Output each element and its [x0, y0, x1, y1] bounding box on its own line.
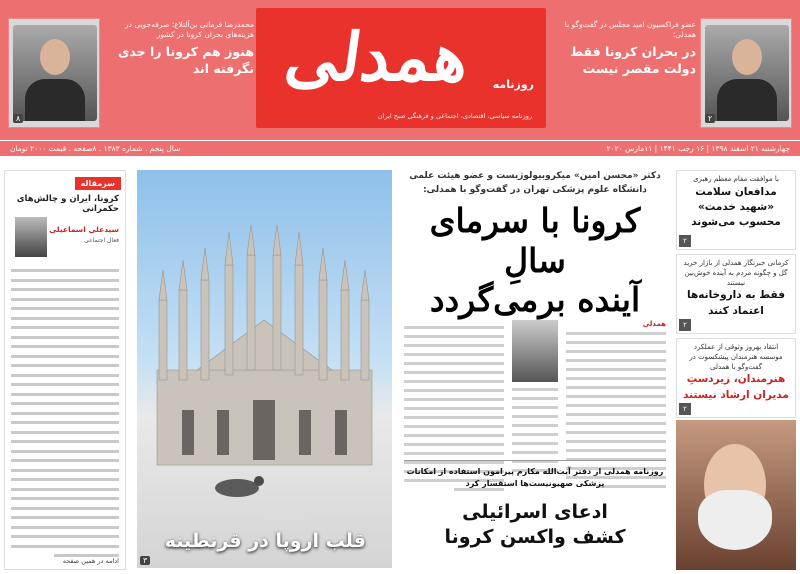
news-box-2-badge: ۲	[679, 319, 691, 331]
news-box-artists[interactable]	[676, 338, 796, 418]
interviewee-photo	[512, 320, 558, 382]
cathedral-illustration	[137, 170, 392, 568]
right-teaser-headline: در بحران کرونا فقط دولت مقصر نیست	[570, 44, 696, 77]
editorial-headline: کرونا، ایران و چالش‌های حکمرانی	[16, 194, 119, 214]
news-box-1-kicker: با موافقت مقام معظم رهبری	[693, 175, 779, 183]
right-teaser[interactable]	[546, 20, 696, 78]
second-story-headline[interactable]	[404, 500, 666, 549]
photo-caption: قلب اروپا در قرنطینه	[164, 530, 366, 552]
logo-subtitle: روزنامه سیاسی، اقتصادی، اجتماعی و فرهنگی صبح ایران	[377, 112, 532, 120]
news-box-3-kicker: انتقاد بهروز وثوقی از عملکرد موسسه هنرمندان پیشکسوت در گفت‌وگو با همدلی	[689, 343, 783, 371]
lead-headline-line2: آینده برمی‌گردد	[429, 280, 641, 320]
left-teaser-kicker: محمدرضا فرمانی بن‌آلتلاع؛ صرفه‌جویی در هزینه‌های بحران کرونا در کشور	[125, 20, 254, 40]
left-teaser-headline: هنوز هم کرونا را جدی نگرفته اند	[117, 44, 254, 77]
right-news-column	[676, 170, 796, 570]
right-teaser-kicker: عضو فراکسیون امید مجلس در گفت‌وگو با همدلی؛	[564, 20, 696, 40]
lead-kicker: دکتر «محسن امین» میکروبیولوژیست و عضو هیئت علمی دانشگاه علوم پزشکی تهران در گفت‌وگو با همدلی:	[409, 171, 661, 195]
editorial-column[interactable]	[4, 170, 126, 570]
dateline	[0, 140, 800, 156]
logo-prefix: روزنامه	[492, 78, 534, 91]
author-name: سیدعلی اسماعیلی	[49, 225, 119, 234]
issue-info: سال پنجم . شماره ۱۳۸۳ . ۸صفحه . قیمت ۲۰۰۰ تومان	[10, 144, 181, 153]
second-headline-line2: کشف واکسن کرونا	[444, 525, 626, 548]
left-teaser[interactable]	[104, 20, 254, 78]
pigeon-icon	[215, 479, 259, 497]
lead-story[interactable]	[404, 170, 666, 570]
photo-location: ایتالیا، میلان	[264, 512, 308, 522]
right-teaser-portrait	[705, 25, 789, 121]
news-box-pharmacies[interactable]	[676, 254, 796, 334]
news-box-martyrs[interactable]	[676, 170, 796, 250]
section-divider	[404, 460, 666, 461]
lead-byline: همدلی	[642, 320, 666, 328]
left-teaser-portrait	[13, 25, 97, 121]
news-box-2-kicker: کرمانی خبرنگار همدلی از بازار خرید گل و چگونه مردم به آینده خوش‌بین نیستند	[683, 259, 789, 287]
lead-body-middle	[512, 388, 558, 478]
editorial-label: سرمقاله	[75, 177, 121, 190]
author-role: فعال اجتماعی	[84, 237, 119, 244]
editorial-body	[11, 269, 119, 564]
newspaper-logo[interactable]	[256, 8, 546, 128]
continued-note: ادامه در همین صفحه	[62, 557, 119, 565]
news-box-3-headline: هنرمندان، زیردستِ مدیران ارشاد نیستند	[683, 373, 789, 401]
second-headline-line1: ادعای اسرائیلی	[462, 501, 608, 523]
logo-wordmark: همدلی	[280, 18, 475, 96]
right-teaser-badge: ۲	[705, 114, 715, 123]
left-teaser-badge: ۸	[13, 114, 23, 123]
left-teaser-photo-frame	[8, 18, 100, 128]
lead-headline-line1: کرونا با سرمای سالِ	[429, 201, 641, 280]
right-teaser-photo-frame	[700, 18, 792, 128]
news-box-1-headline: مدافعان سلامت «شهید خدمت» محسوب می‌شوند	[691, 185, 781, 229]
author-photo	[15, 217, 47, 257]
news-box-3-badge: ۲	[679, 403, 691, 415]
news-box-2-headline: فقط به داروخانه‌ها اعتماد کنند	[687, 289, 785, 317]
cathedral-photo[interactable]	[137, 170, 392, 568]
second-story-kicker: روزنامه همدلی از دفتر آیت‌الله مکارم پیرامون استفاده از امکانات پزشکی صهیونیست‌ها استفسار کرد	[406, 467, 664, 488]
photo-badge: ۳	[140, 556, 150, 565]
masthead	[0, 0, 800, 140]
artist-portrait	[676, 420, 796, 570]
news-box-1-badge: ۲	[679, 235, 691, 247]
issue-date: چهارشنبه ۲۱ اسفند ۱۳۹۸ | ۱۶ رجب ۱۴۴۱ | ۱۱مارس ۲۰۲۰	[606, 144, 790, 153]
